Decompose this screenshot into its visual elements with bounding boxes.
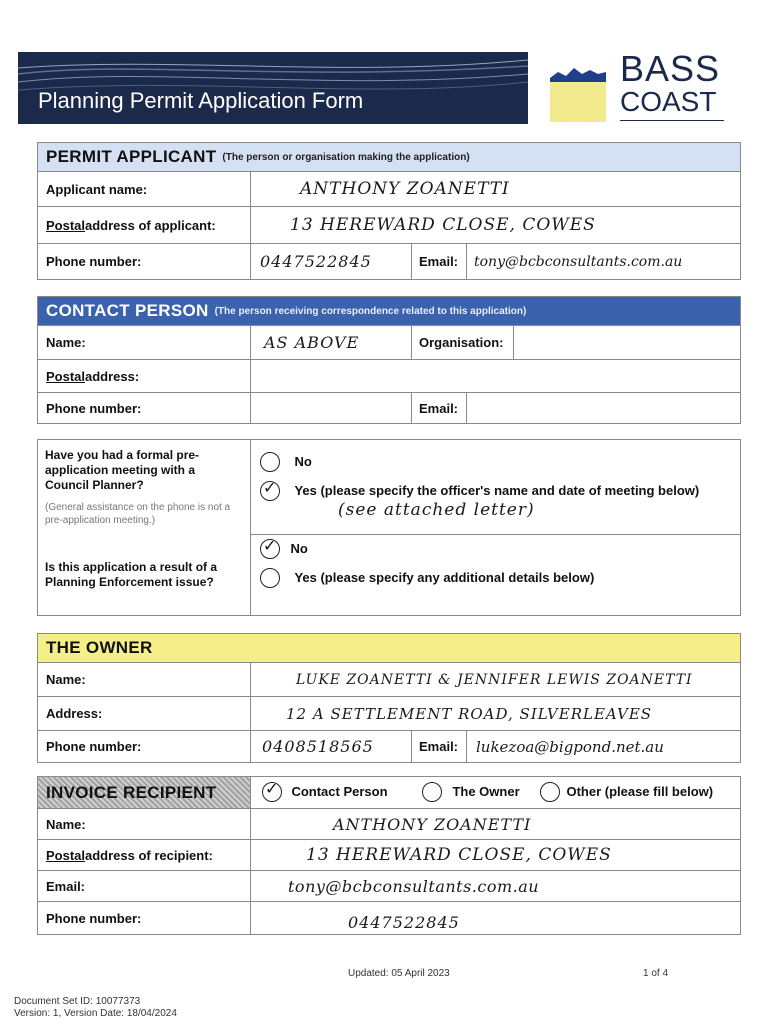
- applicant-phone-field[interactable]: 0447522845: [260, 252, 372, 271]
- section-title: PERMIT APPLICANT: [46, 147, 217, 166]
- section-title: INVOICE RECIPIENT: [46, 782, 217, 802]
- contact-name-label: Name:: [46, 335, 86, 350]
- owner-phone-field[interactable]: 0408518565: [262, 737, 374, 756]
- invoice-phone-field[interactable]: 0447522845: [348, 913, 460, 932]
- q2-question: Is this application a result of a Planning Enforcement issue?: [45, 560, 218, 589]
- version-info: Version: 1, Version Date: 18/04/2024: [14, 1008, 177, 1019]
- contact-org-label: Organisation:: [419, 335, 504, 350]
- owner-name-label: Name:: [46, 672, 86, 687]
- radio-checked-icon[interactable]: ✓: [260, 481, 280, 501]
- section-subtitle: (The person receiving correspondence related to this application): [214, 305, 527, 317]
- invoice-header-row: [37, 776, 741, 809]
- radio-unchecked-icon[interactable]: [540, 782, 560, 802]
- q1-option-no[interactable]: No: [260, 452, 312, 472]
- radio-unchecked-icon[interactable]: [260, 568, 280, 588]
- owner-address-field[interactable]: 12 A SETTLEMENT ROAD, SILVERLEAVES: [286, 704, 653, 723]
- page-number: 1 of 4: [643, 968, 669, 979]
- logo-text-bass: BASS: [620, 48, 721, 89]
- form-title: Planning Permit Application Form: [38, 88, 364, 113]
- updated-date: Updated: 05 April 2023: [348, 968, 450, 979]
- applicant-postal-field[interactable]: 13 HEREWARD CLOSE, COWES: [290, 215, 596, 235]
- invoice-name-label: Name:: [46, 816, 86, 832]
- section-subtitle: (The person or organisation making the application): [222, 151, 470, 163]
- invoice-phone-row: [37, 902, 741, 935]
- radio-checked-icon[interactable]: ✓: [262, 782, 282, 802]
- bass-coast-logo: [546, 48, 726, 128]
- owner-phone-label: Phone number:: [46, 739, 142, 754]
- contact-name-row: [37, 326, 741, 360]
- invoice-postal-row: [37, 840, 741, 871]
- contact-postal-label: Postal address:: [46, 368, 140, 384]
- applicant-name-label: Applicant name:: [46, 181, 148, 197]
- applicant-phone-label: Phone number:: [46, 254, 142, 269]
- owner-email-label: Email:: [419, 739, 459, 754]
- invoice-option-owner[interactable]: The Owner: [422, 782, 520, 802]
- q2-option-yes[interactable]: Yes (please specify any additional details below): [260, 568, 594, 588]
- q1-option-yes[interactable]: ✓ Yes (please specify the officer's name and date of meeting below): [260, 481, 699, 501]
- invoice-name-field[interactable]: ANTHONY ZOANETTI: [333, 814, 532, 834]
- owner-address-row: [37, 697, 741, 731]
- owner-address-label: Address:: [46, 706, 103, 721]
- owner-name-row: [37, 663, 741, 697]
- applicant-postal-row: [37, 207, 741, 244]
- invoice-option-contact[interactable]: ✓ Contact Person: [262, 782, 388, 802]
- invoice-email-label: Email:: [46, 878, 86, 894]
- contact-phone-row: [37, 393, 741, 424]
- q1-question: Have you had a formal pre-application meeting with a Council Planner?: [45, 448, 200, 492]
- radio-unchecked-icon[interactable]: [260, 452, 280, 472]
- applicant-email-label: Email:: [419, 254, 459, 269]
- invoice-postal-field[interactable]: 13 HEREWARD CLOSE, COWES: [306, 845, 612, 865]
- applicant-name-row: [37, 172, 741, 207]
- invoice-phone-label: Phone number:: [46, 910, 142, 926]
- section-title: THE OWNER: [46, 638, 153, 657]
- radio-unchecked-icon[interactable]: [422, 782, 442, 802]
- q2-option-no[interactable]: ✓ No: [260, 539, 308, 559]
- contact-postal-row: [37, 360, 741, 393]
- owner-header: [37, 633, 741, 663]
- applicant-postal-label: Postal address of applicant:: [46, 217, 216, 233]
- invoice-option-other[interactable]: Other (please fill below): [540, 782, 713, 802]
- questions-box: [37, 439, 741, 616]
- owner-email-field[interactable]: lukezoa@bigpond.net.au: [476, 737, 664, 756]
- q1-answer[interactable]: (see attached letter): [338, 500, 535, 520]
- applicant-email-field[interactable]: tony@bcbconsultants.com.au: [474, 253, 683, 270]
- contact-person-header: [37, 296, 741, 326]
- contact-email-label: Email:: [419, 400, 459, 416]
- owner-phone-row: [37, 731, 741, 763]
- form-banner: [18, 52, 528, 124]
- owner-name-field[interactable]: LUKE ZOANETTI & JENNIFER LEWIS ZOANETTI: [296, 671, 693, 688]
- invoice-email-field[interactable]: tony@bcbconsultants.com.au: [288, 876, 540, 896]
- document-set-id: Document Set ID: 10077373: [14, 996, 141, 1007]
- applicant-name-field[interactable]: ANTHONY ZOANETTI: [300, 179, 510, 199]
- logo-text-coast: COAST: [620, 86, 717, 117]
- permit-applicant-header: [37, 142, 741, 172]
- contact-name-field[interactable]: AS ABOVE: [264, 333, 360, 352]
- section-title: CONTACT PERSON: [46, 301, 209, 320]
- contact-phone-label: Phone number:: [46, 400, 142, 416]
- invoice-name-row: [37, 809, 741, 840]
- q1-note: (General assistance on the phone is not a pre-application meeting.): [45, 502, 231, 526]
- radio-checked-icon[interactable]: ✓: [260, 539, 280, 559]
- invoice-header: [38, 777, 250, 808]
- applicant-phone-row: [37, 244, 741, 280]
- invoice-postal-label: Postal address of recipient:: [46, 847, 213, 863]
- invoice-email-row: [37, 871, 741, 902]
